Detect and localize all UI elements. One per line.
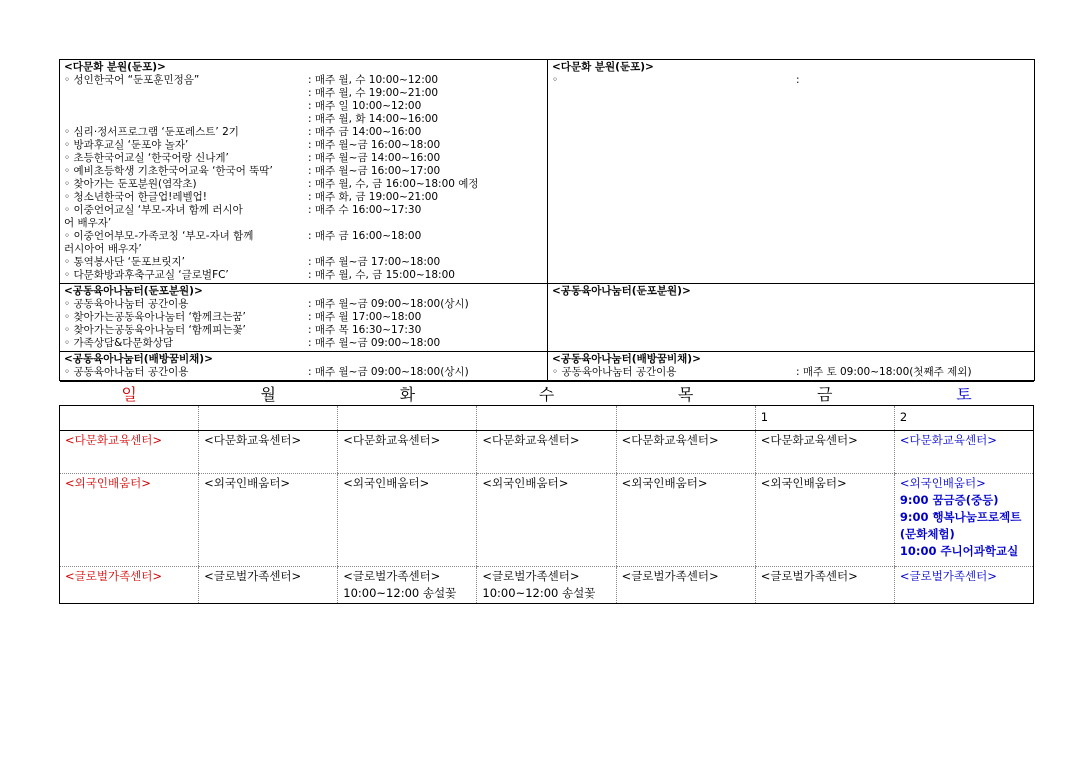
calendar-cell bbox=[894, 567, 1033, 604]
calendar-cell bbox=[755, 474, 894, 567]
program-time: : 매주 월~금 09:00~18:00(상시) bbox=[308, 366, 469, 378]
program-time: : 매주 월, 화 14:00~16:00 bbox=[308, 113, 439, 125]
list-item bbox=[64, 243, 543, 256]
date-cell bbox=[477, 406, 616, 431]
event-item: 10:00~12:00 송설꽃 bbox=[343, 586, 457, 600]
event-item: (문화체험) bbox=[899, 527, 955, 541]
list-item bbox=[64, 269, 543, 282]
date-cell bbox=[199, 406, 338, 431]
program-name: ◦ 찾아가는공동육아나눔터 ‘함께크는꿈’ bbox=[64, 311, 246, 323]
center-label: <외국인배움터> bbox=[899, 476, 986, 490]
program-time: : 매주 수 16:00~17:30 bbox=[308, 204, 422, 216]
calendar-cell bbox=[477, 474, 616, 567]
program-name bbox=[64, 87, 308, 100]
program-name: ◦ 다문화방과후축구교실 ‘글로벌FC’ bbox=[64, 269, 229, 281]
weekday-header: 수 bbox=[477, 381, 616, 406]
program-name: ◦ 공동육아나눔터 공간이용 bbox=[64, 366, 189, 378]
date-cell bbox=[60, 406, 199, 431]
program-time: : 매주 금 16:00~18:00 bbox=[308, 230, 422, 242]
calendar-cell bbox=[199, 567, 338, 604]
program-time: : 매주 월, 수 19:00~21:00 bbox=[308, 87, 439, 99]
calendar-cell bbox=[338, 474, 477, 567]
program-info-table bbox=[59, 59, 1035, 381]
calendar-cell bbox=[60, 431, 199, 474]
program-time: : 매주 월~금 14:00~16:00 bbox=[308, 152, 441, 164]
baebang-section bbox=[60, 352, 1035, 381]
center-label: <글로벌가족센터> bbox=[899, 569, 997, 583]
weekday-header: 금 bbox=[755, 381, 894, 406]
center-label: <글로벌가족센터> bbox=[621, 569, 719, 583]
calendar-cell bbox=[60, 474, 199, 567]
calendar-cell bbox=[199, 431, 338, 474]
weekday-header: 토 bbox=[894, 381, 1033, 406]
center-label: <글로벌가족센터> bbox=[65, 569, 163, 583]
program-time: : 매주 화, 금 19:00~21:00 bbox=[308, 191, 439, 203]
weekday-header: 월 bbox=[199, 381, 338, 406]
center-label: <다문화교육센터> bbox=[760, 433, 858, 447]
schedule-page bbox=[59, 59, 1034, 604]
program-time: : 매주 월, 수, 금 16:00~18:00 예정 bbox=[308, 178, 479, 190]
program-name: ◦ 이중언어교실 ‘부모-자녀 함께 러시아 bbox=[64, 204, 243, 216]
date-row bbox=[60, 406, 1034, 431]
weekday-header-row bbox=[60, 381, 1034, 406]
list-item bbox=[64, 337, 543, 350]
event-item: 9:00 행복나눔프로젝트 bbox=[899, 510, 1022, 524]
program-name: ◦ 공동육아나눔터 공간이용 bbox=[64, 298, 189, 310]
center-label: <다문화교육센터> bbox=[65, 433, 163, 447]
center-label: <외국인배움터> bbox=[204, 476, 291, 490]
program-time: : 매주 월~금 17:00~18:00 bbox=[308, 256, 441, 268]
program-name bbox=[64, 113, 308, 126]
date-cell bbox=[338, 406, 477, 431]
list-item bbox=[64, 256, 543, 269]
program-time: : 매주 일 10:00~12:00 bbox=[308, 100, 422, 112]
list-item bbox=[64, 324, 543, 337]
program-name bbox=[64, 100, 308, 113]
center-label: <다문화교육센터> bbox=[343, 433, 441, 447]
list-item bbox=[64, 113, 543, 126]
list-item bbox=[64, 87, 543, 100]
list-item bbox=[64, 204, 543, 217]
section-header: <공동육아나눔터(둔포분원)> bbox=[552, 285, 691, 297]
calendar-cell bbox=[338, 431, 477, 474]
list-item bbox=[64, 139, 543, 152]
calendar-cell bbox=[60, 567, 199, 604]
list-item bbox=[64, 191, 543, 204]
center-label: <다문화교육센터> bbox=[482, 433, 580, 447]
list-item bbox=[64, 298, 543, 311]
center-label: <외국인배움터> bbox=[621, 476, 708, 490]
center-label: <글로벌가족센터> bbox=[760, 569, 858, 583]
program-time: : 매주 월, 수 10:00~12:00 bbox=[308, 74, 439, 86]
event-item: 10:00~12:00 송설꽃 bbox=[482, 586, 596, 600]
center-label: <글로벌가족센터> bbox=[343, 569, 441, 583]
calendar-cell bbox=[894, 474, 1033, 567]
calendar-cell bbox=[616, 567, 755, 604]
program-name: ◦ 이중언어부모-가족코칭 ‘부모-자녀 함께 bbox=[64, 230, 254, 242]
baebang-left-cell bbox=[60, 352, 548, 381]
bullet: ◦ bbox=[552, 74, 559, 86]
list-item bbox=[64, 126, 543, 139]
program-name: ◦ 통역봉사단 ‘둔포브릿지’ bbox=[64, 256, 185, 268]
program-time: : 매주 월~금 16:00~18:00 bbox=[308, 139, 441, 151]
section-header: <공동육아나눔터(배방꿈비채)> bbox=[64, 353, 213, 365]
list-item bbox=[64, 165, 543, 178]
list-item bbox=[64, 311, 543, 324]
program-name: ◦ 공동육아나눔터 공간이용 bbox=[552, 366, 677, 378]
program-name: ◦ 초등한국어교실 ‘한국어랑 신나게’ bbox=[64, 152, 229, 164]
program-name: ◦ 성인한국어 “둔포훈민정음” bbox=[64, 74, 200, 86]
program-name: ◦ 예비초등학생 기초한국어교육 ‘한국어 뚝딱’ bbox=[64, 165, 273, 177]
program-name: ◦ 찾아가는 둔포분원(염작초) bbox=[64, 178, 197, 190]
calendar-cell bbox=[338, 567, 477, 604]
program-time: : 매주 월~금 09:00~18:00(상시) bbox=[308, 298, 469, 310]
center-label: <외국인배움터> bbox=[760, 476, 847, 490]
calendar-table bbox=[59, 380, 1034, 604]
calendar-body bbox=[60, 406, 1034, 604]
calendar-cell bbox=[616, 474, 755, 567]
program-time: : 매주 월~금 09:00~18:00 bbox=[308, 337, 441, 349]
date-cell: 2 bbox=[894, 406, 1033, 431]
event-item: 9:00 꿈금증(중등) bbox=[899, 493, 999, 507]
date-cell bbox=[616, 406, 755, 431]
weekday-header: 화 bbox=[338, 381, 477, 406]
program-time: : 매주 월, 수, 금 15:00~18:00 bbox=[308, 269, 455, 281]
section-header: <공동육아나눔터(둔포분원)> bbox=[64, 285, 203, 297]
weekday-header: 목 bbox=[616, 381, 755, 406]
list-item bbox=[64, 178, 543, 191]
list-item bbox=[64, 152, 543, 165]
list-item bbox=[64, 100, 543, 113]
dunpo-left-cell bbox=[60, 60, 548, 284]
program-name: ◦ 가족상담&다문화상담 bbox=[64, 337, 174, 349]
program-time: : 매주 월~금 16:00~17:00 bbox=[308, 165, 441, 177]
list-item bbox=[552, 366, 1030, 379]
event-item: 10:00 주니어과학교실 bbox=[899, 544, 1019, 558]
date-cell: 1 bbox=[755, 406, 894, 431]
list-item bbox=[64, 217, 543, 230]
table-row bbox=[60, 474, 1034, 567]
program-name: 러시아어 배우자’ bbox=[64, 243, 142, 255]
table-row bbox=[60, 431, 1034, 474]
program-name: ◦ 방과후교실 ‘둔포야 놀자’ bbox=[64, 139, 189, 151]
calendar-cell bbox=[616, 431, 755, 474]
program-name: ◦ 찾아가는공동육아나눔터 ‘함께피는꽃’ bbox=[64, 324, 246, 336]
program-name: ◦ 청소년한국어 한글업!레벨업! bbox=[64, 191, 208, 203]
program-time: : 매주 금 14:00~16:00 bbox=[308, 126, 422, 138]
program-name: 어 배우자’ bbox=[64, 217, 112, 229]
center-label: <글로벌가족센터> bbox=[482, 569, 580, 583]
calendar-cell bbox=[755, 567, 894, 604]
calendar-cell bbox=[199, 474, 338, 567]
center-label: <외국인배움터> bbox=[65, 476, 151, 490]
dunpo-right-cell bbox=[548, 60, 1035, 284]
section-header: <다문화 분원(둔포)> bbox=[552, 61, 654, 73]
section-header: <다문화 분원(둔포)> bbox=[64, 61, 166, 73]
childcare-right-cell bbox=[548, 284, 1035, 352]
calendar-cell bbox=[477, 431, 616, 474]
weekday-header: 일 bbox=[60, 381, 199, 406]
table-row bbox=[60, 567, 1034, 604]
program-name: ◦ 심리·정서프로그램 ‘둔포레스트’ 2기 bbox=[64, 126, 239, 138]
program-time bbox=[308, 243, 543, 256]
center-label: <다문화교육센터> bbox=[621, 433, 719, 447]
program-time bbox=[308, 217, 543, 230]
section-header: <공동육아나눔터(배방꿈비채)> bbox=[552, 353, 701, 365]
baebang-right-cell bbox=[548, 352, 1035, 381]
dunpo-section bbox=[60, 60, 1035, 284]
center-label: <외국인배움터> bbox=[482, 476, 569, 490]
list-item bbox=[552, 74, 1030, 87]
calendar-cell bbox=[894, 431, 1033, 474]
list-item bbox=[64, 74, 543, 87]
childcare-section bbox=[60, 284, 1035, 352]
center-label: <글로벌가족센터> bbox=[204, 569, 302, 583]
program-time: : 매주 목 16:30~17:30 bbox=[308, 324, 422, 336]
list-item bbox=[64, 366, 543, 379]
center-label: <다문화교육센터> bbox=[204, 433, 302, 447]
program-time: : 매주 월 17:00~18:00 bbox=[308, 311, 422, 323]
childcare-left-cell bbox=[60, 284, 548, 352]
center-label: <다문화교육센터> bbox=[899, 433, 997, 447]
colon: : bbox=[796, 74, 800, 86]
calendar-cell bbox=[477, 567, 616, 604]
calendar-cell bbox=[755, 431, 894, 474]
center-label: <외국인배움터> bbox=[343, 476, 430, 490]
program-time: : 매주 토 09:00~18:00(첫째주 제외) bbox=[796, 366, 972, 378]
list-item bbox=[64, 230, 543, 243]
